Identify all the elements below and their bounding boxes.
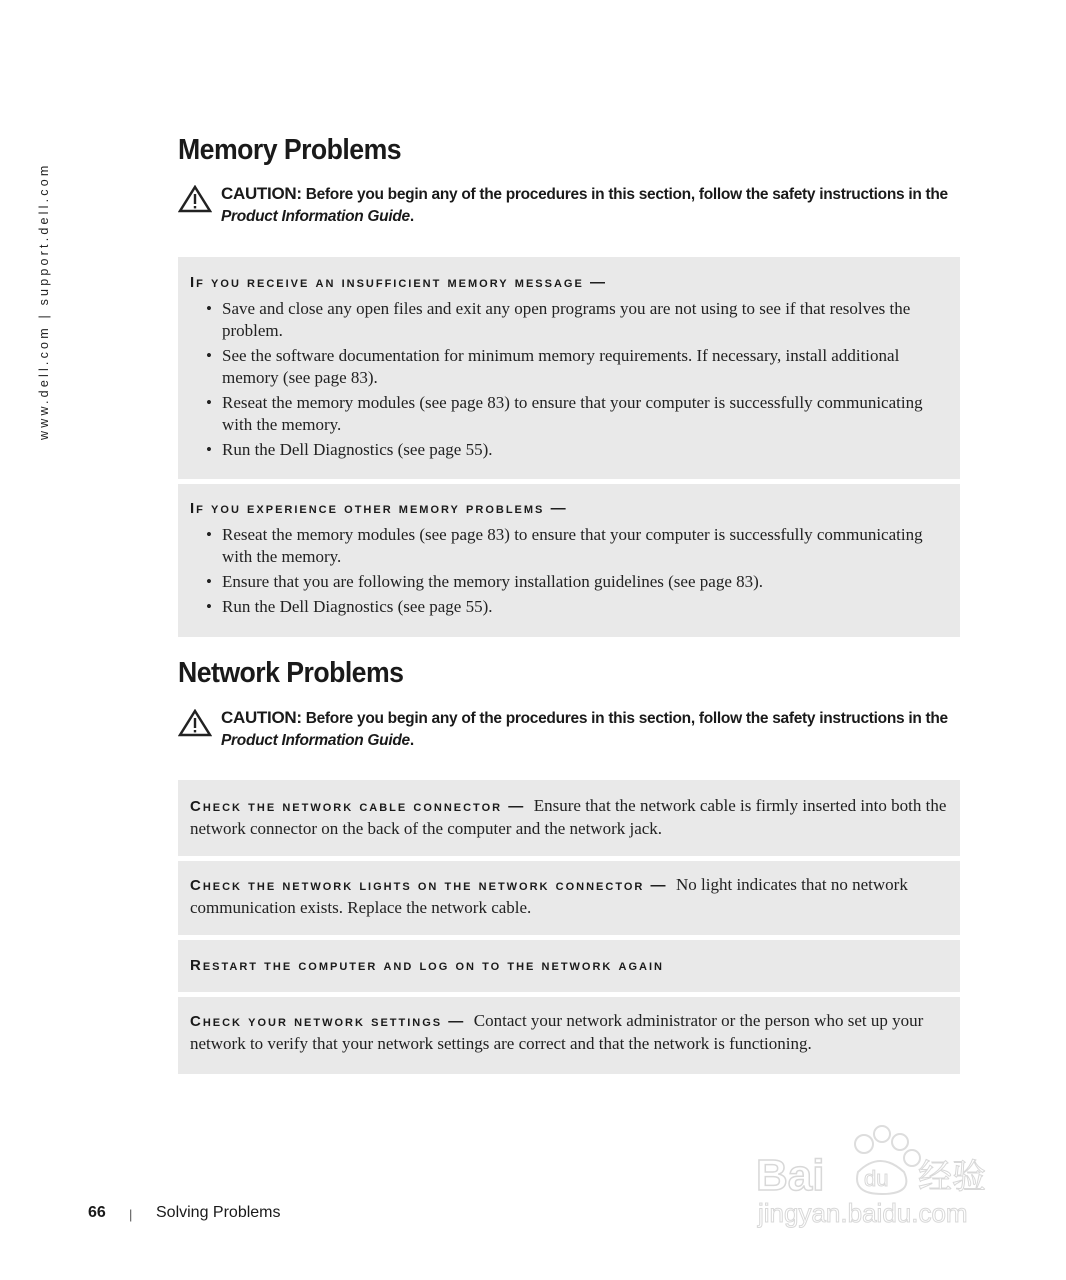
section-text: No light indicates that no network communication exists. Replace the network cable. — [190, 875, 908, 917]
memory-section-insufficient — [178, 257, 960, 479]
list-item: • Run the Dell Diagnostics (see page 55). — [210, 439, 948, 461]
footer-separator: | — [129, 1207, 133, 1222]
section-heading: Check your network settings — — [190, 1013, 466, 1030]
section-text: Ensure that the network cable is firmly inserted into both the network connector on the back of the computer and the network jack. — [190, 796, 947, 838]
baidu-watermark — [752, 1122, 1002, 1237]
network-section-lights — [178, 861, 960, 935]
svg-text:du: du — [864, 1166, 889, 1191]
list-item: • Run the Dell Diagnostics (see page 55). — [210, 596, 948, 618]
footer-section-title: Solving Problems — [156, 1204, 281, 1221]
network-section-restart — [178, 940, 960, 992]
caution-text: Before you begin any of the procedures in this section, follow the safety instructions in the — [301, 710, 948, 727]
section-text: Contact your network administrator or the person who set up your network to verify that your network settings are correct and that the network is functioning. — [190, 1011, 924, 1053]
caution-icon — [178, 709, 212, 737]
network-caution — [178, 707, 968, 752]
section-heading: If you receive an insufficient memory message — — [190, 274, 607, 291]
caution-end: . — [409, 208, 414, 225]
caution-text: Before you begin any of the procedures in this section, follow the safety instructions in the — [301, 186, 948, 203]
svg-text:jingyan.baidu.com: jingyan.baidu.com — [758, 1198, 968, 1228]
caution-end: . — [409, 732, 414, 749]
caution-label: CAUTION: — [221, 184, 302, 203]
section-heading: If you experience other memory problems — — [190, 500, 568, 517]
memory-caution — [178, 183, 968, 228]
side-url-text: www.dell.com | support.dell.com — [37, 162, 51, 440]
network-section-settings — [178, 997, 960, 1074]
caution-icon — [178, 185, 212, 213]
memory-section-other — [178, 484, 960, 637]
memory-problems-title: Memory Problems — [178, 134, 402, 166]
svg-text:Bai: Bai — [756, 1151, 825, 1200]
list-item: • Reseat the memory modules (see page 83) to ensure that your computer is successfully communicating with the memory. — [210, 392, 948, 436]
svg-text:经验: 经验 — [918, 1157, 986, 1197]
caution-label: CAUTION: — [221, 708, 302, 727]
section-heading: Restart the computer and log on to the network again — [190, 957, 664, 974]
network-section-cable — [178, 780, 960, 856]
guide-link: Product Information Guide — [221, 732, 410, 749]
list-item: • See the software documentation for minimum memory requirements. If necessary, install additional memory (see page 83). — [210, 345, 948, 389]
network-problems-title: Network Problems — [178, 657, 404, 689]
list-item: • Ensure that you are following the memory installation guidelines (see page 83). — [210, 571, 948, 593]
page-number: 66 — [88, 1204, 106, 1221]
baidu-logo-icon — [752, 1122, 1002, 1232]
list-item: • Save and close any open files and exit any open programs you are not using to see if that resolves the problem. — [210, 298, 948, 342]
guide-link: Product Information Guide — [221, 208, 410, 225]
section-heading: Check the network lights on the network connector — — [190, 877, 668, 894]
list-item: • Reseat the memory modules (see page 83) to ensure that your computer is successfully communicating with the memory. — [210, 524, 948, 568]
section-heading: Check the network cable connector — — [190, 798, 526, 815]
